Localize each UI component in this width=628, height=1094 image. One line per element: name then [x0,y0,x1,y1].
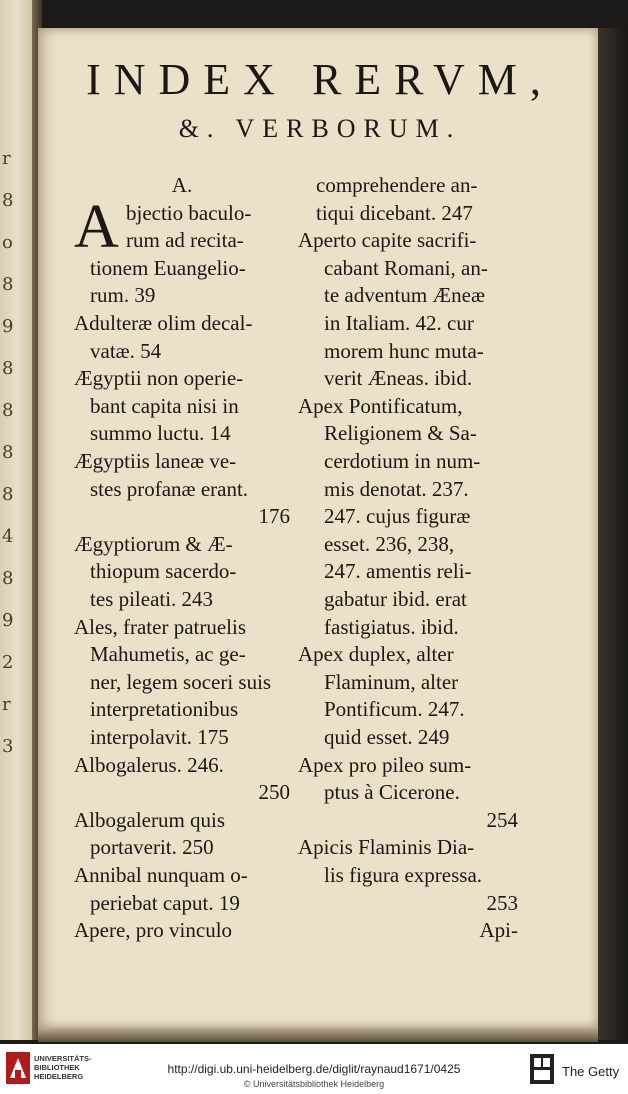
left-column-line: rum ad recita- [126,228,244,253]
right-column-line: cabant Romani, an- [324,255,488,280]
left-column-line: stes profanæ erant. [90,476,249,501]
left-column-line: bjectio baculo- [126,200,252,225]
partner-name[interactable]: The Getty [562,1064,620,1079]
left-column-line: Adulteræ olim decal- [74,311,253,335]
right-column-line: Apex duplex, alter [298,642,454,667]
right-column-line: lis figura expressa. [324,863,483,887]
left-column-line: periebat caput. 19 [90,890,240,915]
margin-glyph: 8 [2,400,14,421]
right-column-line: morem hunc muta- [324,338,484,363]
left-column-line: rum. 39 [90,283,156,308]
left-column-line: vatæ. 54 [90,338,162,363]
right-column-line: verit Æneas. ibid. [324,366,473,391]
left-column-line: tionem Euangelio- [90,255,246,280]
left-column-line: Ægyptiis laneæ ve- [74,449,237,473]
left-column-line: 250 [258,780,290,805]
margin-glyph: r [2,148,11,169]
margin-glyph: 8 [2,442,14,463]
right-column-line: Flaminum, alter [324,669,459,694]
right-column-line: quid esset. 249 [324,725,450,749]
right-column-line: Api- [479,918,518,943]
page-edge-shadow [598,28,628,1040]
page-bottom-edge [38,1028,598,1042]
left-column-line: ner, legem soceri suis [90,669,272,694]
getty-logo-icon[interactable] [530,1054,554,1084]
margin-glyph: 8 [2,358,14,379]
drop-cap: A [74,193,119,261]
right-column-line: 254 [486,807,518,832]
right-column-line: fastigiatus. ibid. [324,614,459,639]
left-column-line: thiopum sacerdo- [90,559,237,584]
left-column-line: 176 [258,504,290,529]
left-column-line: interpretationibus [90,697,239,722]
left-column-line: Ales, frater patruelis [74,614,247,639]
right-column-line: mis denotat. 237. [324,476,469,501]
right-column-line: comprehendere an- [316,173,478,197]
right-column-line: 247. cujus figuræ [324,504,471,529]
library-name: UNIVERSITÄTS- BIBLIOTHEK HEIDELBERG [34,1054,92,1081]
margin-glyph: 9 [2,316,14,337]
left-column-line: Albogalerus. 246. [74,752,224,777]
margin-glyph: 4 [2,526,14,547]
margin-glyph: 2 [2,652,14,673]
margin-glyph: 8 [2,190,14,211]
left-column-line: Albogalerum quis [74,807,226,832]
right-column-line: Pontificum. 247. [324,697,465,722]
right-column-line: esset. 236, 238, [324,531,455,556]
left-column-line: interpolavit. 175 [90,725,229,749]
right-column-line: 247. amentis reli- [324,559,472,584]
right-column-line: Aperto capite sacrifi- [298,228,477,253]
margin-glyph: r [2,694,11,715]
left-column-line: Apere, pro vinculo [74,918,233,943]
right-column-line: Apicis Flaminis Dia- [298,835,475,860]
right-column-line: 253 [486,890,518,915]
right-column-line: Apex pro pileo sum- [298,752,472,777]
margin-glyph: 8 [2,568,14,589]
margin-glyph: 9 [2,610,14,631]
margin-glyph: o [2,232,13,253]
right-column-line: te adventum Æneæ [324,283,485,308]
right-column-line: tiqui dicebant. 247 [316,200,473,225]
margin-glyph: 8 [2,484,14,505]
copyright-text: © Universitätsbibliothek Heidelberg [243,1079,385,1089]
right-column-line: Religionem & Sa- [324,421,477,446]
left-column-line: tes pileati. 243 [90,587,214,611]
left-column-line: portaverit. 250 [90,835,214,860]
right-column-line: in Italiam. 42. cur [324,311,474,335]
left-column-line: Ægyptii non operie- [74,366,244,391]
margin-glyph: 3 [2,736,14,757]
left-column-line: bant capita nisi in [90,393,239,418]
margin-glyph: 8 [2,274,14,295]
left-column-line: Mahumetis, ac ge- [90,642,246,667]
left-column-line: summo luctu. 14 [90,421,231,446]
right-column-line: Apex Pontificatum, [298,393,463,418]
right-column-line: ptus à Cicerone. [324,780,460,805]
page-url-link[interactable]: http://digi.ub.uni-heidelberg.de/diglit/raynaud1671/0425 [167,1062,461,1076]
left-column-line: Annibal nunquam o- [74,863,248,887]
index-subtitle: &. VERBORUM. [178,114,462,143]
right-column-line: gabatur ibid. erat [324,587,467,611]
footer-bar [0,1044,628,1094]
index-title: INDEX RERVM, [86,55,554,104]
left-column-line: A. [171,173,193,197]
left-column-line: Ægyptiorum & Æ- [74,531,233,556]
right-column-line: cerdotium in num- [324,449,481,473]
